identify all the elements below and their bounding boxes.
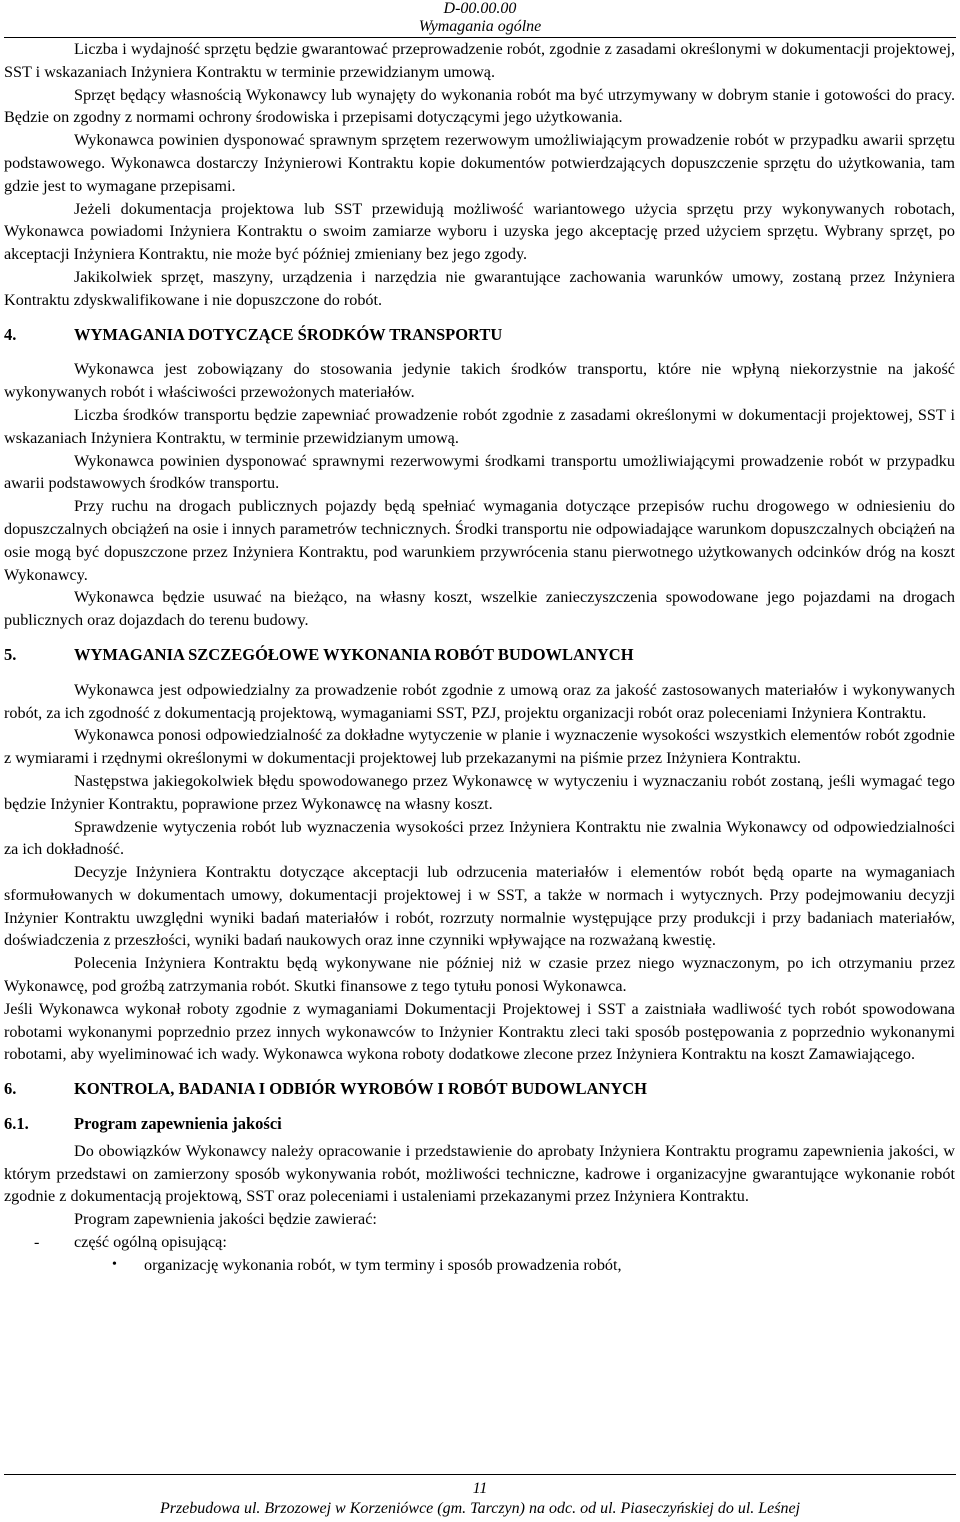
- section-5-heading: [4, 644, 955, 667]
- section-4-heading: [4, 324, 955, 347]
- paragraph: Jeśli Wykonawca wykonał roboty zgodnie z wymaganiami Dokumentacji Projektowej i SST a zaistniała wadliwość tych robót spowodowana robotami wykonanymi poprzednio przez innych wykonawców to Inżynier Kontraktu zleci taki sposób postępowania z poprzednio wykonanymi robotami, aby wyeliminować ich wady. Wykonawca wykona roboty dodatkowe zlecone przez Inżyniera Kontraktu na koszt Zamawiającego.: [4, 999, 955, 1064]
- footer-rule: [4, 1474, 956, 1475]
- paragraph: Wykonawca będzie usuwać na bieżąco, na własny koszt, wszelkie zanieczyszczenia spowodowane jego pojazdami na drogach publicznych oraz dojazdach do terenu budowy.: [4, 588, 955, 630]
- document-code: D-00.00.00: [443, 0, 517, 17]
- paragraph: Przy ruchu na drogach publicznych pojazdy będą spełniać wymagania dotyczące przepisów ruchu drogowego w odniesieniu do dopuszczalnych obciążeń na osie i innych parametrów technicznych. Środki transportu nie odpowiadające warunkom dopuszczalnych obciążeń na osie mogą być dopuszczone przez Inżyniera Kontraktu, pod warunkiem przywrócenia stanu pierwotnego użytkowanych odcinków dróg na koszt Wykonawcy.: [4, 497, 955, 584]
- paragraph: Wykonawca powinien dysponować sprawnym sprzętem rezerwowym umożliwiającym prowadzenie robót w przypadku awarii sprzętu podstawowego. Wykonawca dostarczy Inżynierowi Kontraktu kopie dokumentów potwierdzających dopuszczenie sprzętu do użytkowania, tam gdzie jest to wymagane przepisami.: [4, 131, 955, 195]
- paragraph: Program zapewnienia jakości będzie zawierać:: [74, 1210, 377, 1229]
- section-title: WYMAGANIA SZCZEGÓŁOWE WYKONANIA ROBÓT BUDOWLANYCH: [74, 644, 634, 664]
- paragraph: Jakikolwiek sprzęt, maszyny, urządzenia i narzędzia nie gwarantujące zachowania warunków umowy, zostaną przez Inżyniera Kontraktu zdyskwalifikowane i nie dopuszczone do robót.: [4, 267, 955, 309]
- dash-list-item: [34, 1231, 955, 1254]
- paragraph: Wykonawca ponosi odpowiedzialność za dokładne wytyczenie w planie i wyznaczenie wysokości wszystkich elementów robót zgodnie z wymiarami i rzędnymi określonymi w dokumentacji projektowej lub przekazanymi na piśmie przez Inżyniera Kontraktu.: [4, 726, 955, 768]
- section-number: 6.: [4, 1079, 17, 1099]
- paragraph: Liczba środków transportu będzie zapewniać prowadzenie robót zgodnie z zasadami określonymi w dokumentacji projektowej, SST i wskazaniach Inżyniera Kontraktu, w terminie przewidzianym umową.: [4, 405, 955, 447]
- list-item-text: część ogólną opisującą:: [74, 1233, 227, 1252]
- section-number: 4.: [4, 324, 17, 344]
- paragraph: Sprzęt będący własnością Wykonawcy lub wynajęty do wykonania robót ma być utrzymywany w dobrym stanie i gotowości do pracy. Będzie on zgodny z normami ochrony środowiska i przepisami dotyczącymi jego użytkowania.: [4, 85, 955, 127]
- page-body: [4, 38, 955, 1277]
- section-title: Program zapewnienia jakości: [74, 1114, 282, 1134]
- paragraph: Polecenia Inżyniera Kontraktu będą wykonywane nie później niż w czasie przez niego wyznaczonym, po ich otrzymaniu przez Wykonawcę, pod groźbą zatrzymania robót. Skutki finansowe z tego tytułu ponosi Wykonawca.: [4, 954, 955, 996]
- section-number: 6.1.: [4, 1114, 29, 1134]
- paragraph: Do obowiązków Wykonawcy należy opracowanie i przedstawienie do aprobaty Inżyniera Kontraktu programu zapewnienia jakości, w którym przedstawi on zamierzony sposób wykonywania robót, możliwości techniczne, kadrowe i organizacyjne gwarantujące wykonanie robót zgodnie z dokumentacją projektową, SST oraz poleceniami i ustaleniami przekazanymi przez Inżyniera Kontraktu.: [4, 1141, 955, 1206]
- paragraph: Wykonawca jest zobowiązany do stosowania jedynie takich środków transportu, które nie wpłyną niekorzystnie na jakość wykonywanych robót i właściwości przewożonych materiałów.: [4, 360, 955, 402]
- section-title: WYMAGANIA DOTYCZĄCE ŚRODKÓW TRANSPORTU: [74, 324, 503, 344]
- document-subtitle: Wymagania ogólne: [418, 18, 542, 35]
- page-number: 11: [472, 1480, 488, 1497]
- paragraph: Sprawdzenie wytyczenia robót lub wyznaczenia wysokości przez Inżyniera Kontraktu nie zwalnia Wykonawcy od odpowiedzialności za ich dokładność.: [4, 817, 955, 859]
- bullet-list-item: [112, 1254, 955, 1277]
- paragraph: Liczba i wydajność sprzętu będzie gwarantować przeprowadzenie robót, zgodnie z zasadami określonymi w dokumentacji projektowej, SST i wskazaniach Inżyniera Kontraktu w terminie przewidzianym umową.: [4, 40, 955, 81]
- section-number: 5.: [4, 644, 17, 664]
- section-6-heading: [4, 1078, 955, 1101]
- paragraph: Jeżeli dokumentacja projektowa lub SST przewidują możliwość wariantowego użycia sprzętu przy wykonywanych robotach, Wykonawca powiadomi Inżyniera Kontraktu o swoim zamiarze wyboru i uzyska jego akceptację przed użyciem sprzętu. Wybrany sprzęt, po akceptacji Inżyniera Kontraktu, nie może być później zmieniany bez jego zgody.: [4, 199, 955, 264]
- paragraph: Wykonawca powinien dysponować sprawnymi rezerwowymi środkami transportu umożliwiającymi prowadzenie robót w przypadku awarii podstawowych środków transportu.: [4, 451, 955, 493]
- paragraph: Wykonawca jest odpowiedzialny za prowadzenie robót zgodnie z umową oraz za jakość zastosowanych materiałów i wykonywanych robót, za ich zgodność z dokumentacją projektową, wymaganiami SST, PZJ, projektu organizacji robót oraz poleceniami Inżyniera Kontraktu.: [4, 680, 955, 722]
- dash-marker: -: [34, 1233, 40, 1252]
- section-title: KONTROLA, BADANIA I ODBIÓR WYROBÓW I ROBÓT BUDOWLANYCH: [74, 1079, 648, 1099]
- paragraph: Decyzje Inżyniera Kontraktu dotyczące akceptacji lub odrzucenia materiałów i elementów robót będą oparte na wymaganiach sformułowanych w dokumentach umowy, dokumentacji projektowej i w SST, a także w normach i wytycznych. Przy podejmowaniu decyzji Inżynier Kontraktu uwzględni wyniki badań materiałów i robót, rozrzuty normalnie występujące przy produkcji i przy badaniach materiałów, doświadczenia z przeszłości, wyniki badań naukowych oraz inne czynniki wpływające na rozważaną kwestię.: [4, 863, 955, 950]
- footer-title: Przebudowa ul. Brzozowej w Korzeniówce (gm. Tarczyn) na odc. od ul. Piaseczyńskiej do ul. Leśnej: [159, 1500, 801, 1517]
- section-6-1-heading: [4, 1113, 955, 1136]
- list-item-text: organizację wykonania robót, w tym terminy i sposób prowadzenia robót,: [144, 1255, 622, 1274]
- paragraph: Następstwa jakiegokolwiek błędu spowodowanego przez Wykonawcę w wytyczeniu i wyznaczaniu robót zostaną, jeśli wymagać tego będzie Inżynier Kontraktu, poprawione przez Wykonawcę na własny koszt.: [4, 771, 955, 813]
- bullet-icon: •: [112, 1256, 117, 1272]
